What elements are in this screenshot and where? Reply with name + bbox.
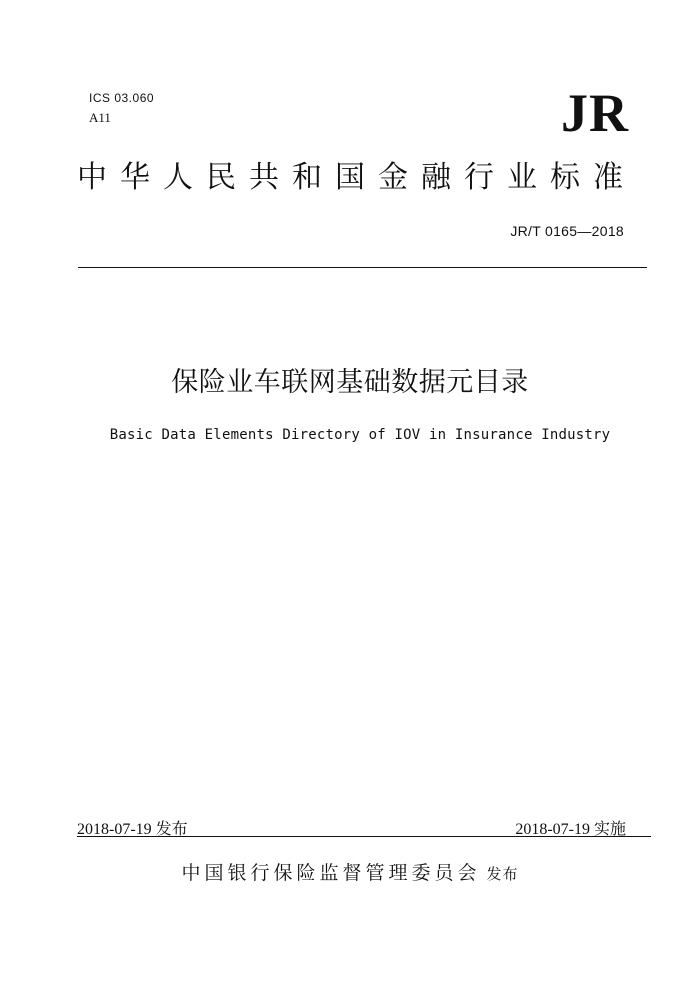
jr-logo: JR [561, 83, 629, 143]
publisher-name: 中国银行保险监督管理委员会 [181, 862, 481, 884]
standard-type-title: 中华人民共和国金融行业标准 [77, 160, 636, 195]
issue-date: 2018-07-19 发布 [77, 821, 188, 838]
publisher-line [0, 858, 700, 885]
document-title-en: Basic Data Elements Directory of IOV in Insurance Industry [109, 427, 611, 443]
bottom-divider [77, 836, 651, 837]
top-divider [78, 267, 647, 268]
ics-code: ICS 03.060 [89, 91, 155, 105]
classification-code: A11 [89, 110, 111, 125]
publish-action: 发布 [486, 865, 519, 883]
standard-code: JR/T 0165—2018 [510, 223, 624, 239]
document-title-cn: 保险业车联网基础数据元目录 [171, 367, 529, 398]
implementation-date: 2018-07-19 实施 [515, 821, 626, 838]
